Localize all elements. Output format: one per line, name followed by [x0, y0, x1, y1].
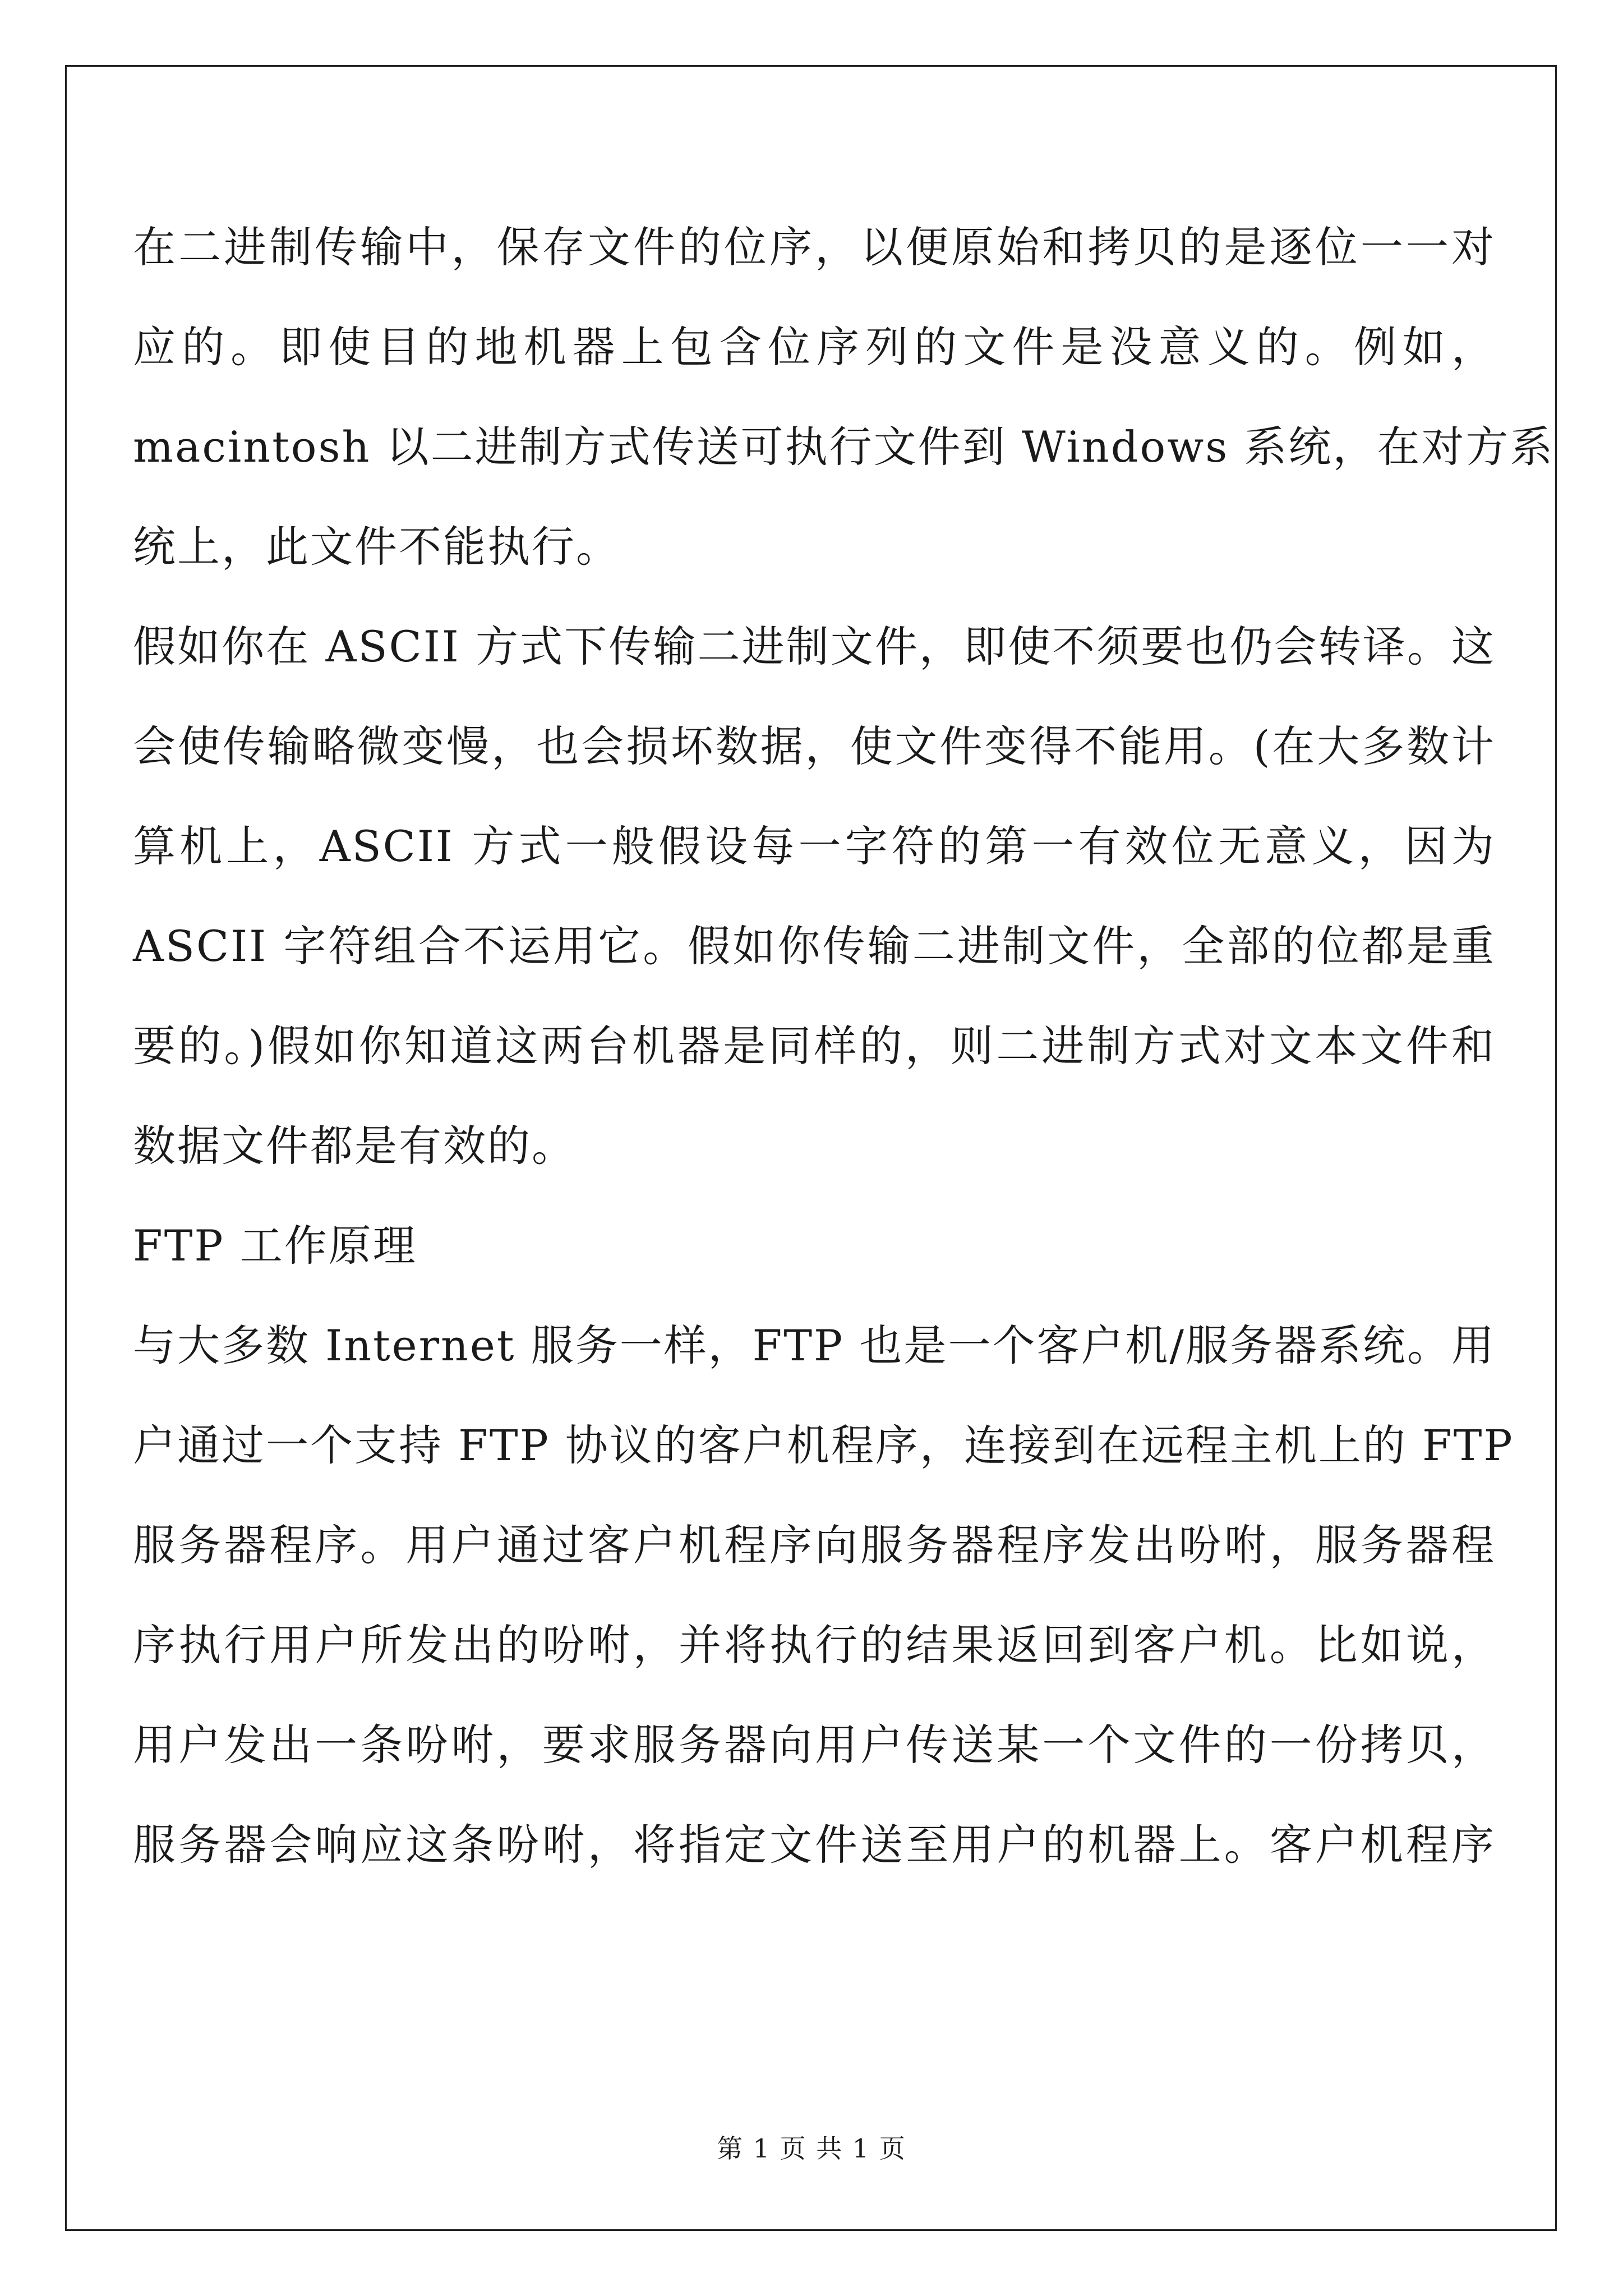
text-line: 服务器会响应这条吩咐，将指定文件送至用户的机器上。客户机程序	[133, 1820, 1496, 1870]
text-line: 与大多数 Internet 服务一样，FTP 也是一个客户机/服务器系统。用	[133, 1320, 1496, 1370]
page-number: 第 1 页 共 1 页	[717, 2133, 906, 2164]
text-line: 要的。)假如你知道这两台机器是同样的，则二进制方式对文本文件和	[133, 1021, 1496, 1071]
text-line: 算机上，ASCII 方式一般假设每一字符的第一有效位无意义，因为	[133, 821, 1496, 871]
document-body	[133, 197, 1555, 1895]
text-line: 用户发出一条吩咐，要求服务器向用户传送某一个文件的一份拷贝，	[133, 1720, 1496, 1770]
text-line: 数据文件都是有效的。	[133, 1121, 576, 1171]
section-heading: FTP 工作原理	[133, 1221, 417, 1271]
text-line: ASCII 字符组合不运用它。假如你传输二进制文件，全部的位都是重	[133, 921, 1496, 971]
text-line: macintosh 以二进制方式传送可执行文件到 Windows 系统，在对方系	[133, 422, 1555, 472]
text-line: 统上，此文件不能执行。	[133, 522, 620, 572]
text-line: 会使传输略微变慢，也会损坏数据，使文件变得不能用。(在大多数计	[133, 721, 1496, 771]
text-line: 假如你在 ASCII 方式下传输二进制文件，即使不须要也仍会转译。这	[133, 622, 1496, 671]
text-line: 序执行用户所发出的吩咐，并将执行的结果返回到客户机。比如说，	[133, 1620, 1496, 1670]
text-line: 户通过一个支持 FTP 协议的客户机程序，连接到在远程主机上的 FTP	[133, 1420, 1514, 1470]
text-line: 在二进制传输中，保存文件的位序，以便原始和拷贝的是逐位一一对	[133, 222, 1496, 272]
text-line: 服务器程序。用户通过客户机程序向服务器程序发出吩咐，服务器程	[133, 1520, 1496, 1570]
text-line: 应的。即使目的地机器上包含位序列的文件是没意义的。例如，	[133, 322, 1496, 372]
